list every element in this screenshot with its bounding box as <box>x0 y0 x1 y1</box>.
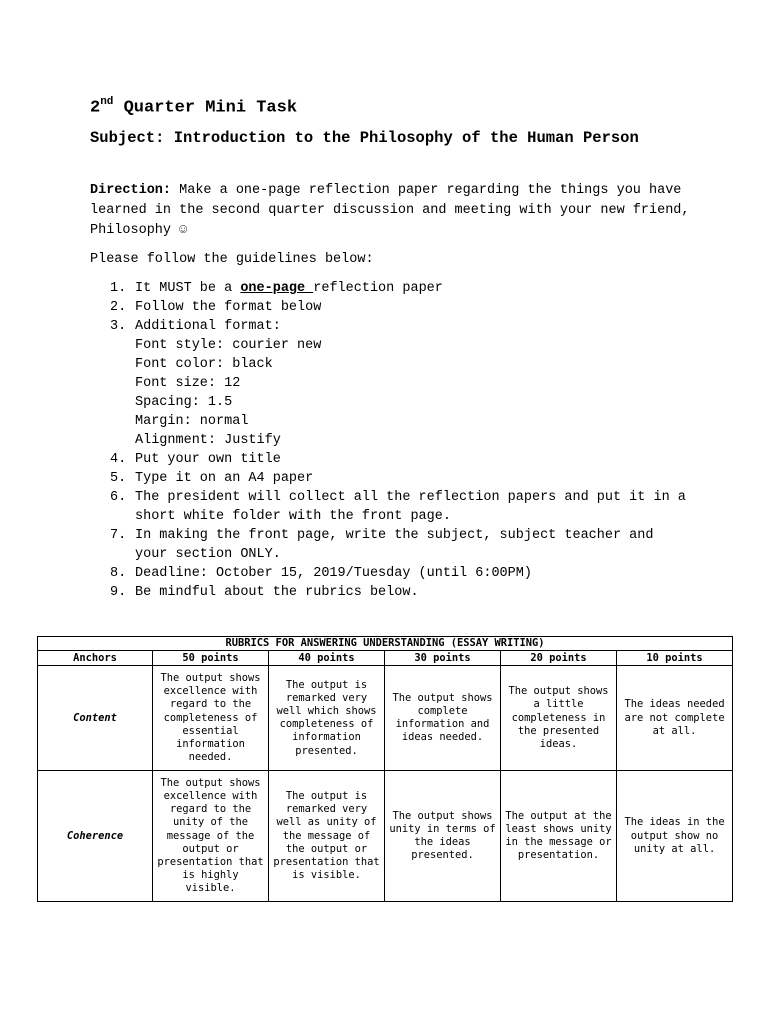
subject-heading: Subject: Introduction to the Philosophy of the Human Person <box>90 129 639 147</box>
column-header-anchors: Anchors <box>38 651 153 666</box>
guideline-number: 5. <box>110 471 127 486</box>
column-header-40: 40 points <box>269 651 385 666</box>
table-cell: The output shows unity in terms of the ideas presented. <box>385 771 501 902</box>
guideline-number: 3. <box>110 319 127 334</box>
guideline-number: 8. <box>110 566 127 581</box>
table-cell: The ideas in the output show no unity at all. <box>617 771 733 902</box>
format-font-style: Font style: courier new <box>135 338 322 353</box>
table-cell: The output shows excellence with regard to the completeness of essential information needed. <box>153 666 269 771</box>
guideline-text: reflection paper <box>313 281 443 296</box>
rubric-table <box>37 636 733 902</box>
format-font-color: Font color: black <box>135 357 273 372</box>
table-row <box>38 666 733 771</box>
guideline-emphasis: one-page <box>240 281 314 296</box>
table-cell: The output shows complete information and ideas needed. <box>385 666 501 771</box>
guideline-item <box>90 469 690 488</box>
rubric-header-row <box>38 651 733 666</box>
table-cell: The output shows excellence with regard to the unity of the message of the output or presentation that is highly visible. <box>153 771 269 902</box>
guideline-text: Deadline: October 15, 2019/Tuesday (until 6:00PM) <box>135 566 532 581</box>
guidelines-intro: Please follow the guidelines below: <box>90 252 374 267</box>
guideline-item <box>90 298 690 317</box>
title-ordinal: 2 <box>90 98 101 118</box>
guideline-item <box>90 526 690 564</box>
table-cell: The output at the least shows unity in the message or presentation. <box>501 771 617 902</box>
guideline-item <box>90 564 690 583</box>
table-cell: The output is remarked very well as unity of the message of the output or presentation that is visible. <box>269 771 385 902</box>
guideline-item <box>90 488 690 526</box>
guidelines-list <box>90 279 690 602</box>
guideline-item <box>90 279 690 298</box>
guideline-text: Be mindful about the rubrics below. <box>135 585 419 600</box>
anchor-cell-coherence: Coherence <box>38 771 153 902</box>
page-title <box>90 92 297 120</box>
format-font-size: Font size: 12 <box>135 376 241 391</box>
column-header-20: 20 points <box>501 651 617 666</box>
guideline-number: 9. <box>110 585 127 600</box>
column-header-10: 10 points <box>617 651 733 666</box>
table-cell: The output is remarked very well which shows completeness of information presented. <box>269 666 385 771</box>
guideline-number: 1. <box>110 281 127 296</box>
title-rest: Quarter Mini Task <box>113 98 298 118</box>
anchor-cell-content: Content <box>38 666 153 771</box>
guideline-item <box>90 450 690 469</box>
guideline-number: 6. <box>110 490 127 505</box>
format-alignment: Alignment: Justify <box>135 433 281 448</box>
guideline-text: Put your own title <box>135 452 281 467</box>
guideline-number: 7. <box>110 528 127 543</box>
guideline-text: Additional format: <box>135 319 281 334</box>
guideline-item <box>90 317 690 450</box>
table-cell: The output shows a little completeness in the presented ideas. <box>501 666 617 771</box>
guideline-item <box>90 583 690 602</box>
guideline-number: 4. <box>110 452 127 467</box>
guideline-number: 2. <box>110 300 127 315</box>
rubric-caption-row <box>38 637 733 651</box>
rubric-caption: RUBRICS FOR ANSWERING UNDERSTANDING (ESSAY WRITING) <box>38 637 733 651</box>
direction-text: Make a one-page reflection paper regarding the things you have learned in the second quarter discussion and meeting with your new friend, Philosophy ☺ <box>90 183 690 238</box>
direction-paragraph <box>90 181 690 241</box>
guideline-text: In making the front page, write the subject, subject teacher and your section ONLY. <box>135 528 654 562</box>
guideline-text: Follow the format below <box>135 300 322 315</box>
table-cell: The ideas needed are not complete at all. <box>617 666 733 771</box>
guideline-text: The president will collect all the reflection papers and put it in a short white folder with the front page. <box>135 490 686 524</box>
format-spacing: Spacing: 1.5 <box>135 395 233 410</box>
format-margin: Margin: normal <box>135 414 249 429</box>
direction-label: Direction: <box>90 183 172 198</box>
guideline-text: It MUST be a <box>135 281 241 296</box>
title-ordinal-suffix: nd <box>100 96 114 108</box>
guideline-text: Type it on an A4 paper <box>135 471 314 486</box>
table-row <box>38 771 733 902</box>
column-header-30: 30 points <box>385 651 501 666</box>
column-header-50: 50 points <box>153 651 269 666</box>
